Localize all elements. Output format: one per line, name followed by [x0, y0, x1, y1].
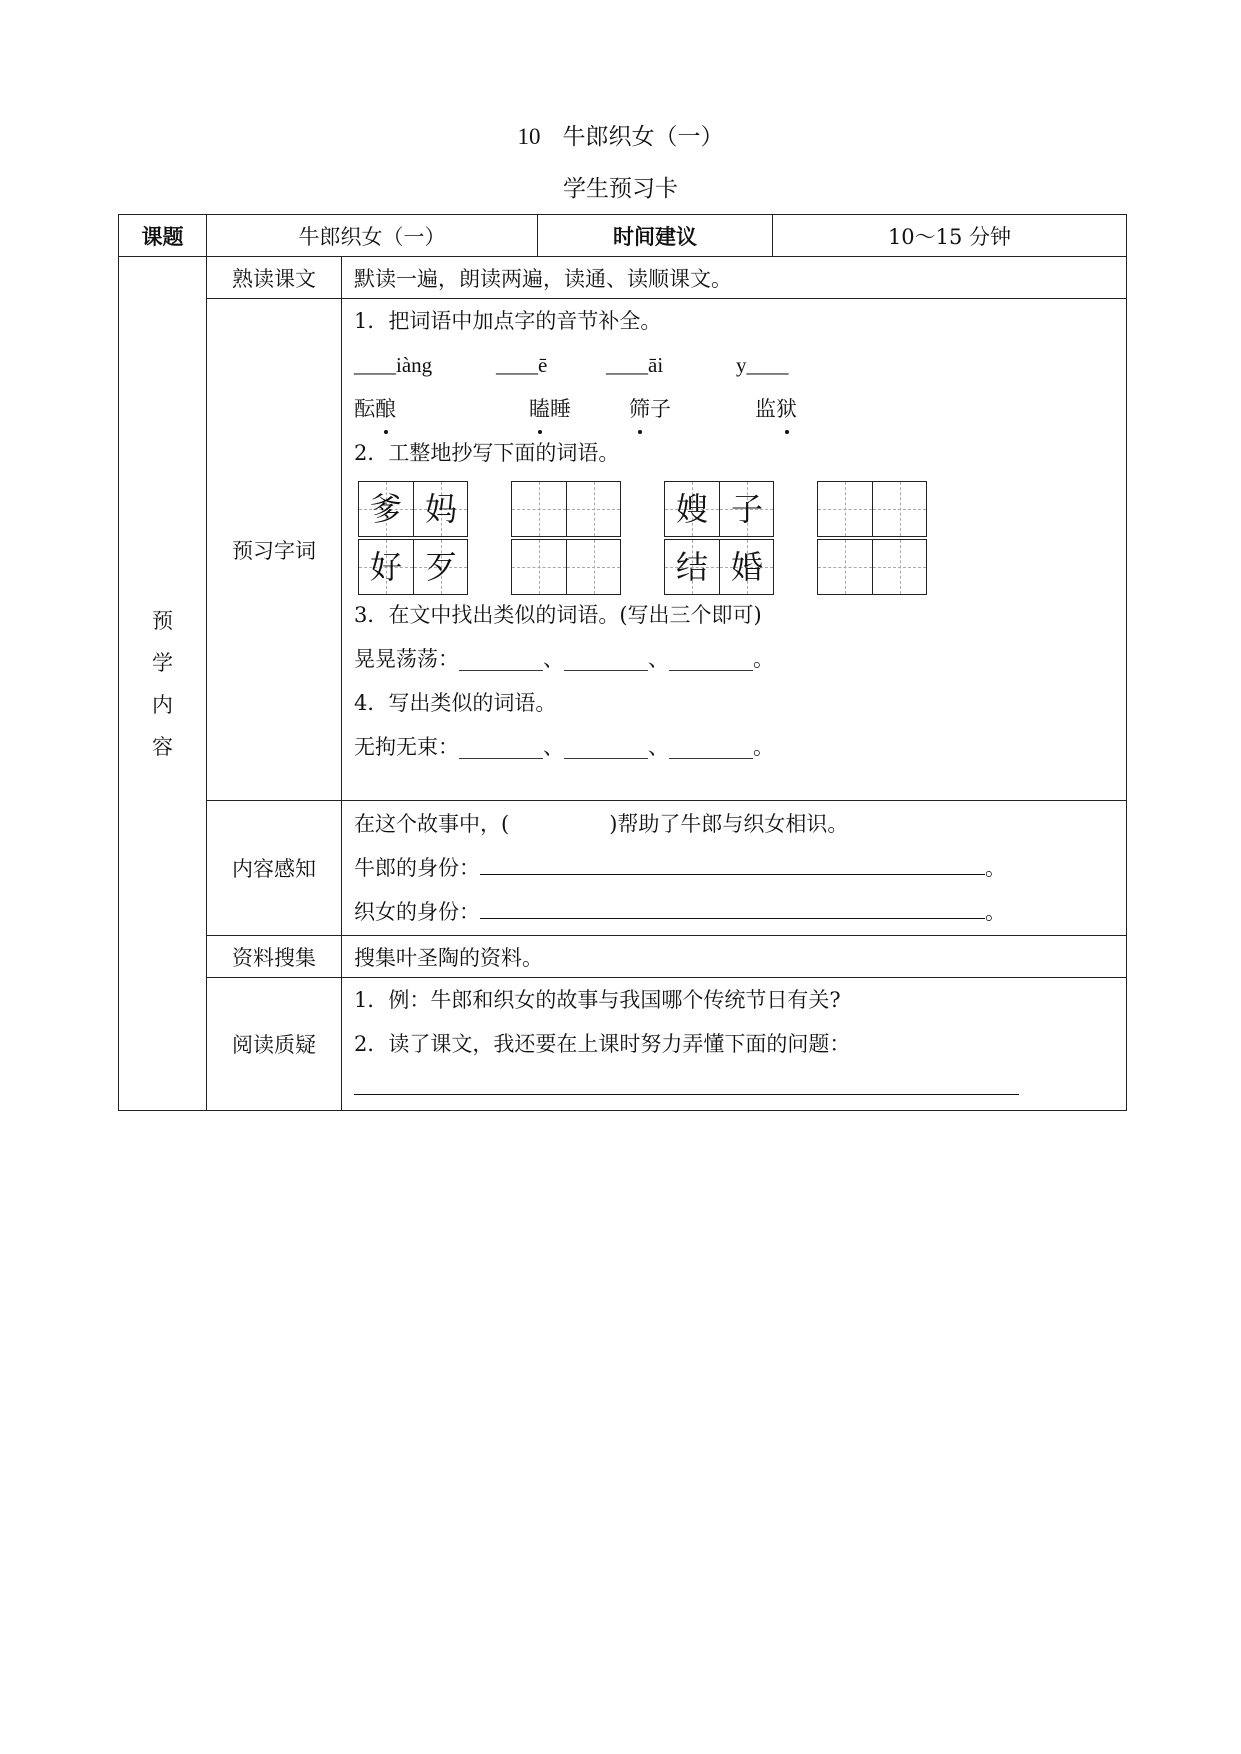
read-text-row	[119, 257, 1127, 299]
grid-char: 爹	[369, 490, 402, 528]
end-mark: 。	[985, 856, 1006, 880]
materials-content: 搜集叶圣陶的资料。	[342, 936, 1127, 978]
grid-box-blank-3[interactable]	[511, 539, 621, 595]
grid-cell[interactable]	[566, 540, 620, 594]
topic-value: 牛郎织女（一）	[207, 215, 538, 257]
question-3: 3．在文中找出类似的词语。(写出三个即可)	[354, 603, 762, 627]
grid-char: 妈	[424, 490, 457, 528]
reading-answer-blank[interactable]	[354, 1074, 1019, 1095]
question-3-answer-line[interactable]: 晃晃荡荡：________、________、________。	[354, 647, 774, 671]
grid-cell	[719, 482, 773, 536]
grid-box-1	[358, 481, 468, 537]
perception-line-2	[354, 846, 1126, 890]
niulang-identity-blank[interactable]	[480, 854, 985, 875]
grid-cell	[359, 540, 413, 594]
end-mark: 。	[985, 900, 1006, 924]
grid-box-4	[664, 539, 774, 595]
preview-words-label: 预习字词	[207, 299, 342, 801]
preview-words-row	[119, 299, 1127, 801]
grid-cell	[413, 482, 467, 536]
zhinv-identity-label: 织女的身份：	[354, 900, 480, 924]
word-char: 监	[755, 397, 776, 421]
reading-question-1: 1．例：牛郎和织女的故事与我国哪个传统节日有关?	[354, 988, 841, 1012]
dotted-char: 瞌	[529, 387, 550, 431]
grid-char: 嫂	[675, 490, 708, 528]
preview-words-content	[342, 299, 1127, 801]
lesson-heading	[0, 118, 1241, 151]
reading-questions-row	[119, 978, 1127, 1111]
time-value: 10～15 分钟	[773, 215, 1127, 257]
reading-questions-label: 阅读质疑	[207, 978, 342, 1111]
word-char: 子	[650, 397, 671, 421]
word-3	[629, 387, 755, 431]
grid-cell[interactable]	[872, 540, 926, 594]
pinyin-blank-4[interactable]: y____	[736, 353, 789, 377]
grid-char	[512, 540, 566, 594]
question-4-answer-line[interactable]: 无拘无束：________、________、________。	[354, 735, 774, 759]
question-1: 1．把词语中加点字的音节补全。	[354, 309, 662, 333]
perception-line-1-end: )帮助了牛郎与织女相识。	[609, 812, 849, 836]
grid-char	[567, 540, 621, 594]
read-text-label: 熟读课文	[207, 257, 342, 299]
dotted-char: 筛	[629, 387, 650, 431]
perception-line-1-start: 在这个故事中，(	[354, 812, 510, 836]
grid-cell[interactable]	[818, 540, 872, 594]
section-label-char: 内	[152, 692, 173, 717]
grid-char	[818, 540, 872, 594]
grid-box-blank-1[interactable]	[511, 481, 621, 537]
section-label-char: 学	[152, 650, 173, 675]
perception-line-1	[354, 802, 1126, 846]
materials-label: 资料搜集	[207, 936, 342, 978]
grid-cell[interactable]	[512, 482, 566, 536]
preview-card-table	[118, 214, 1127, 1111]
grid-char: 结	[675, 548, 708, 586]
dotted-words-row	[354, 387, 1126, 431]
grid-char	[512, 482, 566, 536]
niulang-identity-label: 牛郎的身份：	[354, 856, 480, 880]
dotted-char: 酿	[375, 387, 396, 431]
grid-char: 好	[369, 548, 402, 586]
question-4: 4．写出类似的词语。	[354, 691, 557, 715]
time-label: 时间建议	[538, 215, 773, 257]
grid-cell	[413, 540, 467, 594]
zhinv-identity-blank[interactable]	[480, 898, 985, 919]
grid-box-blank-4[interactable]	[817, 539, 927, 595]
pinyin-row	[354, 343, 1126, 387]
grid-box-blank-2[interactable]	[817, 481, 927, 537]
card-title: 学生预习卡	[563, 176, 678, 202]
grid-cell	[359, 482, 413, 536]
read-text-content: 默读一遍，朗读两遍，读通、读顺课文。	[342, 257, 1127, 299]
content-perception-row	[119, 801, 1127, 936]
pinyin-blank-1[interactable]: ____iàng	[354, 353, 433, 377]
lesson-title: 牛郎织女（一）	[562, 124, 724, 150]
word-char: 酝	[354, 397, 375, 421]
copy-grid	[354, 475, 1126, 593]
section-label-char: 预	[152, 608, 173, 633]
reading-answer-line[interactable]	[354, 1066, 1126, 1106]
grid-char	[873, 540, 927, 594]
grid-cell[interactable]	[818, 482, 872, 536]
reading-question-2: 2．读了课文，我还要在上课时努力弄懂下面的问题：	[354, 1032, 851, 1056]
grid-char	[818, 482, 872, 536]
perception-line-3	[354, 890, 1126, 934]
section-label-char: 容	[152, 734, 173, 759]
word-char: 睡	[550, 397, 571, 421]
word-2	[529, 387, 629, 431]
topic-label: 课题	[119, 215, 207, 257]
reading-questions-content	[342, 978, 1127, 1111]
grid-cell[interactable]	[512, 540, 566, 594]
info-row	[119, 215, 1127, 257]
section-label	[119, 257, 207, 1111]
grid-char: 歹	[424, 548, 457, 586]
grid-box-3	[358, 539, 468, 595]
grid-char: 婚	[730, 548, 763, 586]
dotted-char: 狱	[776, 387, 797, 431]
word-1	[354, 387, 529, 431]
grid-cell	[665, 540, 719, 594]
grid-box-2	[664, 481, 774, 537]
grid-char	[873, 482, 927, 536]
lesson-number: 10	[517, 124, 541, 149]
grid-cell[interactable]	[872, 482, 926, 536]
grid-cell[interactable]	[566, 482, 620, 536]
materials-row	[119, 936, 1127, 978]
word-4	[755, 397, 797, 421]
grid-char: 子	[730, 490, 763, 528]
pinyin-blank-3[interactable]: ____āi	[606, 353, 664, 377]
content-perception-content	[342, 801, 1127, 936]
grid-cell	[719, 540, 773, 594]
grid-cell	[665, 482, 719, 536]
question-2: 2．工整地抄写下面的词语。	[354, 441, 620, 465]
grid-char	[567, 482, 621, 536]
content-perception-label: 内容感知	[207, 801, 342, 936]
pinyin-blank-2[interactable]: ____ē	[496, 353, 548, 377]
